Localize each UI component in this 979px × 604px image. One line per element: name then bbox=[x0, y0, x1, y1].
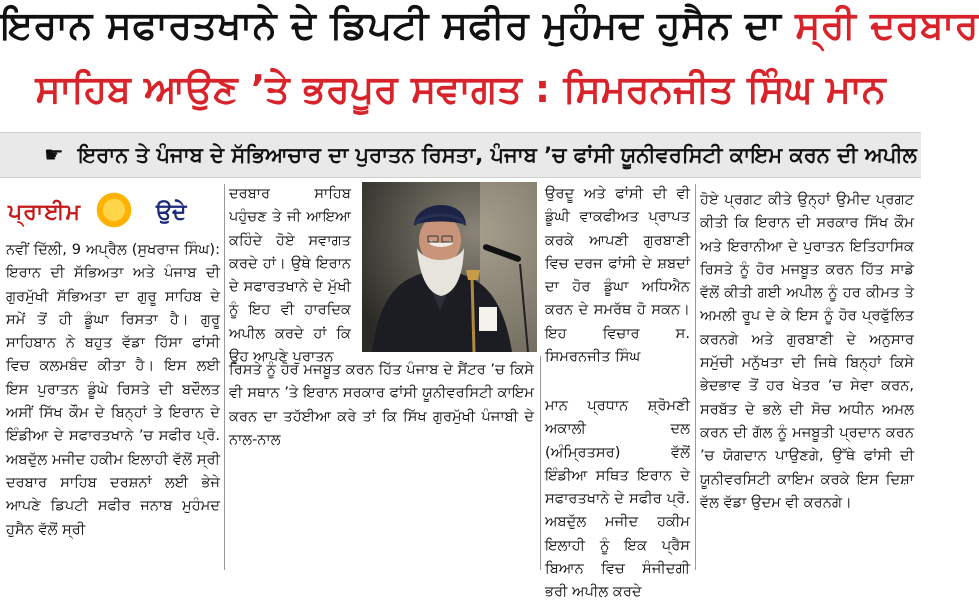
headline-red: ਸ੍ਰੀ ਦਰਬਾਰ bbox=[795, 3, 979, 47]
pointing-hand-icon: ☛ bbox=[44, 143, 64, 168]
headline-line-1 bbox=[0, 3, 979, 47]
article-column-3-top: ਉਰਦੂ ਅਤੇ ਫਾਂਸੀ ਦੀ ਵੀ ਡੂੰਘੀ ਵਾਕਫੀਅਤ ਪ੍ਰਾਪਤ ਕਰਕੇ ਆਪਣੀ ਗੁਰਬਾਣੀ ਵਿਚ ਦਰਜ ਫਾਂਸੀ ਦੇ ਸ਼ਬਦਾਂ ਦਾ ਹੋਰ ਡੂੰਘਾ ਅਧਿਐਨ ਕਰਨ ਦੇ ਸਮਰੱਥ ਹੋ ਸਕਨ। ਇਹ ਵਿਚਾਰ ਸ. ਸਿਮਰਨਜੀਤ ਸਿੰਘ bbox=[545, 185, 690, 366]
column-divider bbox=[224, 184, 225, 570]
simranjit-singh-mann-photo bbox=[362, 182, 537, 352]
article-column-1: ਨਵੀਂ ਦਿੱਲੀ, 9 ਅਪ੍ਰੈਲ (ਸੁਖਰਾਜ ਸਿੰਘ): ਇਰਾਨ ਦੀ ਸੱਭਿਅਤਾ ਅਤੇ ਪੰਜਾਬ ਦੀ ਗੁਰਮੁੱਖੀ ਸੱਭਿਅਤਾ ਦਾ ਗੁਰੂ ਸਾਹਿਬ ਦੇ ਸਮੇਂ ਤੋਂ ਹੀ ਡੂੰਘਾ ਰਿਸਤਾ ਹੈ। ਗੁਰੂ ਸਾਹਿਬਾਨ ਨੇ ਬਹੁਤ ਵੱਡਾ ਹਿੱਸਾ ਫਾਂਸੀ ਵਿਚ ਕਲਮਬੰਦ ਕੀਤਾ ਹੈ। ਇਸ ਲਈ ਇਸ ਪੁਰਾਤਨ ਡੂੰਘੇ ਰਿਸਤੇ ਦੀ ਬਦੌਲਤ ਅਸੀਂ ਸਿੱਖ ਕੌਮ ਦੇ ਬਿਨ੍ਹਾਂ ਤੇ ਇਰਾਨ ਦੇ ਇੰਡੀਆ ਦੇ ਸਫਾਰਤਖਾਨੇ ’ਚ ਸਫੀਰ ਪ੍ਰੋ. ਅਬਦੁੱਲ ਮਜੀਦ ਹਕੀਮ ਇਲਾਹੀ ਵੱਲੋਂ ਸ੍ਰੀ ਦਰਬਾਰ ਸਾਹਿਬ ਦਰਸ਼ਨਾਂ ਲਈ ਭੇਜੇ ਆਪਣੇ ਡਿਪਟੀ ਸਫੀਰ ਜਨਾਬ ਮੁਹੰਮਦ ਹੁਸੈਨ ਵੱਲੋਂ ਸ੍ਰੀ bbox=[6, 241, 220, 538]
logo-word-udey: ਉਦੇ bbox=[156, 200, 187, 225]
subheadline-bar bbox=[0, 132, 921, 178]
headline-line-2: ਸਾਹਿਬ ਆਉਣ ’ਤੇ ਭਰਪੂਰ ਸਵਾਗਤ : ਸਿਮਰਨਜੀਤ ਸਿੰਘ ਮਾਨ bbox=[35, 67, 886, 111]
sun-icon bbox=[92, 188, 136, 232]
logo-word-prime: ਪ੍ਰਾਈਮ bbox=[8, 200, 82, 225]
article-column-4: ਹੋਏ ਪ੍ਰਗਟ ਕੀਤੇ ਉਨ੍ਹਾਂ ਉਮੀਦ ਪ੍ਰਗਟ ਕੀਤੀ ਕਿ ਇਰਾਨ ਦੀ ਸਰਕਾਰ ਸਿੱਖ ਕੌਮ ਅਤੇ ਇਰਾਨੀਆ ਦੇ ਪੁਰਾਤਨ ਇਤਿਹਾਸਿਕ ਰਿਸਤੇ ਨੂੰ ਹੋਰ ਮਜਬੂਤ ਕਰਨ ਹਿੱਤ ਸਾਡੇ ਵੱਲੋਂ ਕੀਤੀ ਗਈ ਅਪੀਲ ਨੂੰ ਹਰ ਕੀਮਤ ਤੇ ਅਮਲੀ ਰੂਪ ਦੇ ਕੇ ਇਸ ਨੂੰ ਹੋਰ ਪ੍ਰਫੁੱਲਿਤ ਕਰਨਗੇ ਅਤੇ ਗੁਰਬਾਣੀ ਦੇ ਅਨੁਸਾਰ ਸਮੁੱਚੀ ਮਨੁੱਖਤਾ ਦੀ ਜਿਥੇ ਬਿਨ੍ਹਾਂ ਕਿਸੇ ਭੇਦਭਾਵ ਤੋਂ ਹਰ ਖੇਤਰ ’ਚ ਸੇਵਾ ਕਰਨ, ਸਰਬੱਤ ਦੇ ਭਲੇ ਦੀ ਸੋਚ ਅਧੀਨ ਅਮਲ ਕਰਨ ਦੀ ਗੱਲ ਨੂੰ ਮਜਬੂਤੀ ਪ੍ਰਦਾਨ ਕਰਨ ’ਚ ਯੋਗਦਾਨ ਪਾਉਣਗੇ, ਉੱਥੇ ਫਾਂਸੀ ਦੀ ਯੂਨੀਵਰਸਿਟੀ ਕਾਇਮ ਕਰਕੇ ਇਸ ਦਿਸ਼ਾ ਵੱਲ ਵੱਡਾ ਉਦਮ ਵੀ ਕਰਨਗੇ। bbox=[700, 191, 914, 511]
column-divider bbox=[695, 184, 696, 570]
prime-udey-logo bbox=[6, 186, 220, 232]
subheadline-text: ਇਰਾਨ ਤੇ ਪੰਜਾਬ ਦੇ ਸੱਭਿਆਚਾਰ ਦਾ ਪੁਰਾਤਨ ਰਿਸਤਾ, ਪੰਜਾਬ ’ਚ ਫਾਂਸੀ ਯੂਨੀਵਰਸਿਟੀ ਕਾਇਮ ਕਰਨ ਦੀ ਅਪੀਲ bbox=[78, 143, 917, 167]
article-column-2-bottom: ਰਿਸਤੇ ਨੂੰ ਹੋਰ ਮਜਬੂਤ ਕਰਨ ਹਿੱਤ ਪੰਜਾਬ ਦੇ ਸੈਂਟਰ ’ਚ ਕਿਸੇ ਵੀ ਸਥਾਨ ’ਤੇ ਇਰਾਨ ਸਰਕਾਰ ਫਾਂਸੀ ਯੂਨੀਵਰਸਿਟੀ ਕਾਇਮ ਕਰਨ ਦਾ ਤਹੱਈਆ ਕਰੇ ਤਾਂ ਕਿ ਸਿੱਖ ਗੁਰਮੁੱਖੀ ਪੰਜਾਬੀ ਦੇ ਨਾਲ-ਨਾਲ bbox=[229, 361, 534, 448]
article-column-2-top: ਦਰਬਾਰ ਸਾਹਿਬ ਪਹੁੰਚਣ ਤੇ ਜੀ ਆਇਆ ਕਹਿੰਦੇ ਹੋਏ ਸਵਾਗਤ ਕਰਦੇ ਹਾਂ। ਉਥੇ ਇਰਾਨ ਦੇ ਸਫਾਰਤਖਾਨੇ ਦੇ ਮੁੱਖੀ ਨੂੰ ਇਹ ਵੀ ਹਾਰਦਿਕ ਅਪੀਲ ਕਰਦੇ ਹਾਂ ਕਿ ਉਹ ਆਪਣੇ ਪੁਰਾਤਨ bbox=[229, 185, 351, 366]
article-photo bbox=[362, 182, 537, 352]
column-divider bbox=[540, 356, 541, 570]
headline-black: ਇਰਾਨ ਸਫਾਰਤਖਾਨੇ ਦੇ ਡਿਪਟੀ ਸਫੀਰ ਮੁਹੰਮਦ ਹੁਸੈਨ ਦਾ bbox=[0, 3, 782, 47]
article-column-3-bottom: ਮਾਨ ਪ੍ਰਧਾਨ ਸ਼੍ਰੋਮਣੀ ਅਕਾਲੀ ਦਲ (ਅੰਮ੍ਰਿਤਸਰ) ਵੱਲੋਂ ਇੰਡੀਆ ਸਥਿਤ ਇਰਾਨ ਦੇ ਸਫਾਰਤਖਾਨੇ ਦੇ ਸਫੀਰ ਪ੍ਰੋ. ਅਬਦੁੱਲ ਮਜੀਦ ਹਕੀਮ ਇਲਾਹੀ ਨੂੰ ਇਕ ਪ੍ਰੈਸ ਬਿਆਨ ਵਿਚ ਸੰਜੀਦਗੀ ਭਰੀ ਅਪੀਲ ਕਰਦੇ bbox=[545, 397, 690, 601]
